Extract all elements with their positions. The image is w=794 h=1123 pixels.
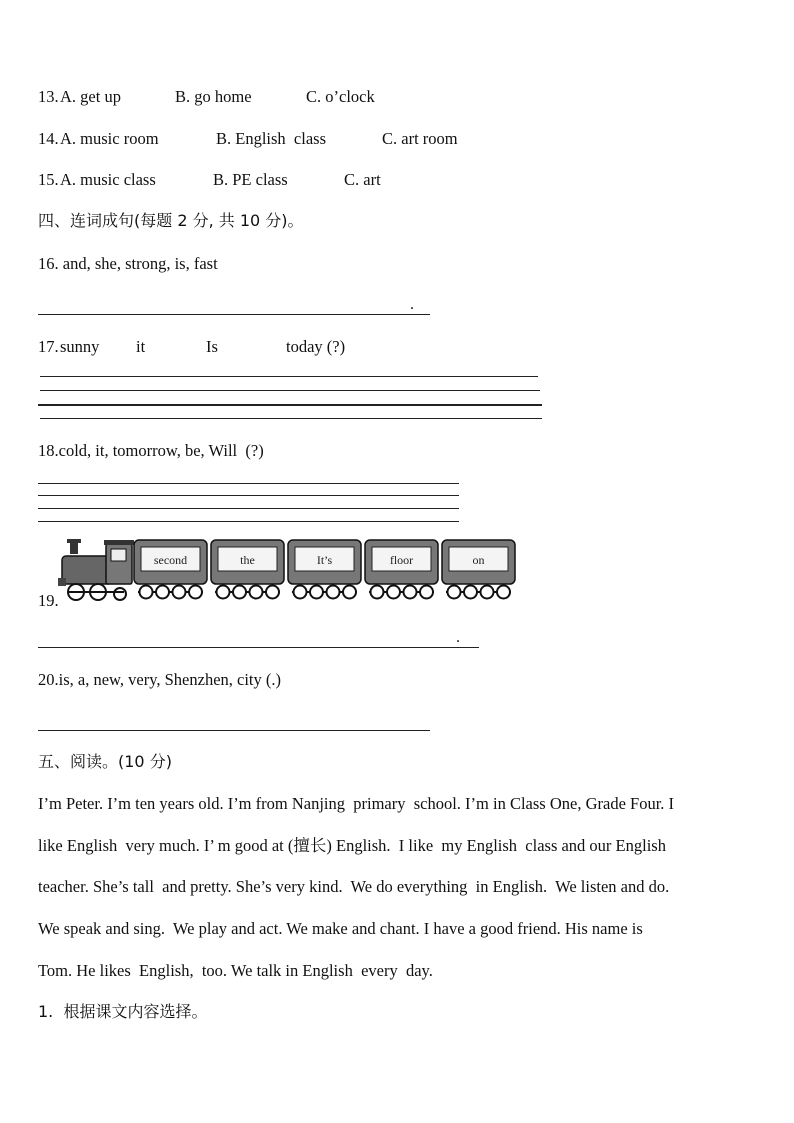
period-mark: . (456, 629, 460, 646)
writing-line[interactable] (38, 521, 459, 522)
word: today (?) (286, 337, 346, 356)
wagon-word: on (472, 553, 485, 567)
wheel-icon (481, 586, 494, 599)
wheel-icon (371, 586, 384, 599)
option-b: B. PE class (213, 170, 288, 189)
wheel-icon (140, 586, 153, 599)
wheel-icon (448, 586, 461, 599)
wheel-icon (156, 586, 169, 599)
question-number: 13. (38, 87, 59, 106)
wheel-icon (464, 586, 477, 599)
option-c: C. art (344, 170, 381, 189)
option-a: A. music room (60, 129, 159, 148)
wheel-icon (189, 586, 202, 599)
train-wagon (365, 540, 438, 599)
option-b: B. go home (175, 87, 252, 106)
section-5-heading: 五、阅读。(10 分) (38, 752, 172, 771)
wheel-icon (294, 586, 307, 599)
writing-line[interactable] (40, 376, 538, 377)
wheel-icon (387, 586, 400, 599)
passage-line: We speak and sing. We play and act. We make and chant. I have a good friend. His name is (38, 919, 643, 938)
answer-line[interactable] (38, 730, 430, 731)
option-a: A. get up (60, 87, 121, 106)
locomotive-icon (58, 539, 134, 600)
word: Is (206, 337, 218, 356)
question-number-19: 19. (38, 591, 59, 610)
task-instruction: 1. 根据课文内容选择。 (38, 1002, 208, 1021)
wagon-word: floor (389, 553, 414, 567)
wheel-icon (327, 586, 340, 599)
writing-line[interactable] (38, 483, 459, 484)
wheel-icon (420, 586, 433, 599)
train-wagon (211, 540, 284, 599)
train-wagon (134, 540, 207, 599)
question-number: 17. (38, 337, 59, 356)
wagon-word: It’s (316, 553, 333, 567)
option-a: A. music class (60, 170, 156, 189)
wagon-word: second (153, 553, 188, 567)
writing-line[interactable] (38, 495, 459, 496)
answer-line[interactable] (38, 647, 479, 648)
writing-line[interactable] (40, 418, 542, 419)
wheel-icon (404, 586, 417, 599)
wheel-icon (217, 586, 230, 599)
word: sunny (60, 337, 100, 356)
question-number: 14. (38, 129, 59, 148)
passage-line: Tom. He likes English, too. We talk in English every day. (38, 961, 433, 980)
question-18: 18.cold, it, tomorrow, be, Will (?) (38, 441, 264, 460)
question-number: 15. (38, 170, 59, 189)
period-mark: . (410, 296, 414, 313)
passage-line: I’m Peter. I’m ten years old. I’m from Nanjing primary school. I’m in Class One, Grade Four. I (38, 794, 675, 813)
passage-line: teacher. She’s tall and pretty. She’s very kind. We do everything in English. We listen and do. (38, 877, 670, 896)
question-16: 16. and, she, strong, is, fast (38, 254, 218, 273)
writing-line[interactable] (38, 404, 542, 406)
question-20: 20.is, a, new, very, Shenzhen, city (.) (38, 670, 281, 689)
wheel-icon (497, 586, 510, 599)
wheel-icon (250, 586, 263, 599)
section-4-heading: 四、连词成句(每题 2 分, 共 10 分)。 (38, 211, 304, 230)
word: it (136, 337, 146, 356)
writing-line[interactable] (38, 508, 459, 509)
passage-line: like English very much. I’ m good at (擅长) English. I like my English class and our English (38, 836, 666, 855)
wheel-icon (233, 586, 246, 599)
wheel-icon (266, 586, 279, 599)
wheel-icon (173, 586, 186, 599)
option-b: B. English class (216, 129, 326, 148)
option-c: C. art room (382, 129, 458, 148)
train-wagon (442, 540, 515, 599)
option-c: C. o’clock (306, 87, 375, 106)
wheel-icon (310, 586, 323, 599)
wheel-icon (343, 586, 356, 599)
train-wagon (288, 540, 361, 599)
train-illustration (58, 536, 518, 606)
writing-line[interactable] (40, 390, 540, 391)
answer-line[interactable] (38, 314, 430, 315)
wagon-word: the (240, 553, 255, 567)
